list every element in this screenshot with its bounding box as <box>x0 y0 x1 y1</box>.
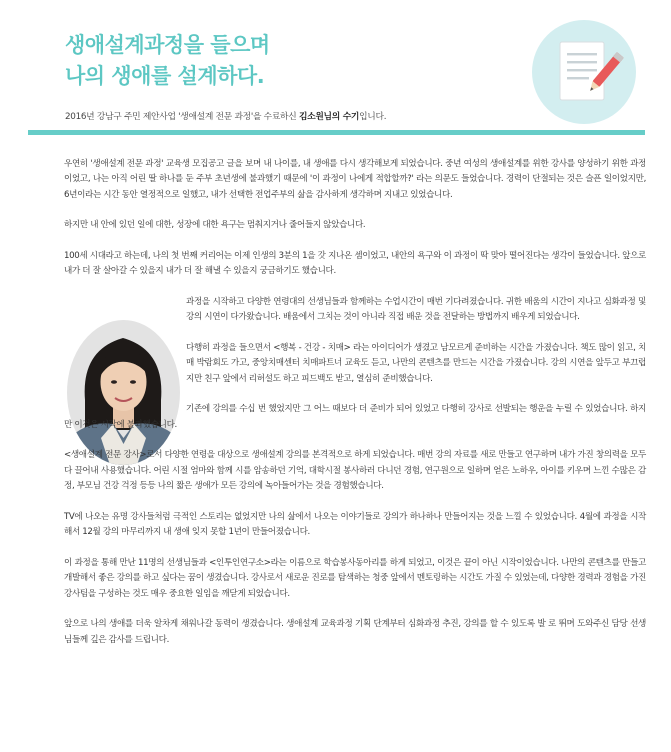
subtitle <box>65 109 386 122</box>
document-pencil-icon <box>532 20 636 124</box>
paragraph-8: TV에 나오는 유명 강사들처럼 극적인 스토리는 없었지만 나의 삶에서 나오는 이야기들로 강의가 하나하나 만들어지는 것을 느낄 수 있었습니다. 4월에 과정을 시작해서 12월 강의 마무리까지 내 생애 잊지 못할 1년이 만들어졌습니다. <box>64 511 646 538</box>
paragraph-9: 이 과정을 통해 만난 11명의 선생님들과 <인투인연구소>라는 이름으로 학습봉사동아리를 하게 되었고, 이것은 끝이 아닌 시작이었습니다. 나만의 콘텐츠를 만들고 개발해서 좋은 강의를 하고 싶다는 꿈이 생겼습니다. 강사로서 새로운 진로를 탐색하는 청중 앞에서 멘토링하는 시간도 가질 수 있었는데, 다양한 경력과 경험을 가진 강사팀을 구성하는 것도 매우 중요한 일임을 깨닫게 되었습니다. <box>64 557 646 599</box>
subtitle-suffix: 입니다. <box>359 112 387 122</box>
paragraph-3: 100세 시대라고 하는데, 나의 첫 번째 커리어는 이제 인생의 3분의 1을 갓 지나온 셈이었고, 내안의 욕구와 이 과정이 딱 맞아 떨어진다는 생각이 들었습니다. 앞으로 내가 더 잘 살아갈 수 있을지 내가 더 잘 해낼 수 있을지 궁금하기도 했습니다. <box>64 251 646 277</box>
subtitle-prefix: 2016년 강남구 주민 제안사업 '생애설계 전문 과정'을 수료하신 <box>65 112 299 122</box>
paragraph-6: 기존에 강의를 수십 번 했었지만 그 어느 때보다 더 준비가 되어 있었고 다행히 강사로 선발되는 행운을 누릴 수 있었습니다. 하지만 이것은 시작에 불과했습니다. <box>64 404 646 430</box>
paragraph-10: 앞으로 나의 생애를 더욱 알차게 채워나갈 동력이 생겼습니다. 생애설계 교육과정 기획 단계부터 심화과정 추진, 강의를 할 수 있도록 발 로 뛰며 도와주신 담당 선생님들께 깊은 감사를 드립니다. <box>64 619 646 645</box>
subtitle-author: 김소원님의 수기 <box>298 112 360 122</box>
title-line-2: 나의 생애를 설계하다. <box>65 64 265 88</box>
title-line-1: 생애설계과정을 들으며 <box>65 33 270 57</box>
paragraph-1: 우연히 '생애설계 전문 과정' 교육생 모집공고 글을 보며 내 나이를, 내 생애를 다시 생각해보게 되었습니다. 중년 여성의 생애설계를 위한 강사를 양성하기 위한 과정이었고, 나는 아직 어린 딸 하나를 둔 주부 초년생에 불과했기 때문에 '이 과정이 나에게 적합할까?' 라는 의문도 들었습니다. 경력이 단절되는 것은 슬픈 일이었지만, 6년이라는 시간 동안 열정적으로 일했고, 내가 선택한 전업주부의 삶을 감사하게 생각하며 지내고 있었습니다. <box>64 159 646 200</box>
paragraph-5: 다행히 과정을 들으면서 <행복 - 건강 - 치매> 라는 아이디어가 생겼고 남모르게 준비하는 시간을 가졌습니다. 책도 많이 읽고, 치매 박람회도 가고, 중앙치매센터 치매파트너 교육도 듣고, 나만의 콘텐츠를 만드는 시간을 가졌습니다. 강의 시연을 앞두고 부끄럽지만 친구 앞에서 리허설도 하고 피드백도 받고, 열심히 준비했습니다. <box>186 343 646 384</box>
paragraph-7: <생애설계 전문 강사>로서 다양한 연령을 대상으로 생애설계 강의를 본격적으로 하게 되었습니다. 매번 강의 자료를 새로 만들고 연구하며 내가 가진 창의력을 모두 다 끌어내 사용했습니다. 어린 시절 엄마와 함께 시를 암송하던 기억, 대학시절 봉사하러 다니던 경험, 연구원으로 일하며 얻은 노하우, 아이를 키우며 느낀 수많은 감정, 부모님 건강 걱정 등등 나의 짧은 생애가 모든 강의에 녹아들어가는 것을 경험했습니다. <box>64 450 646 492</box>
paragraph-4: 과정을 시작하고 다양한 연령대의 선생님들과 함께하는 수업시간이 매번 기다려졌습니다. 귀한 배움의 시간이 지나고 심화과정 및 강의 시연이 다가왔습니다. 배움에서 그치는 것이 아니라 직접 배운 것을 전달하는 방법까지 배우게 되었습니다. <box>186 297 646 323</box>
paragraph-2: 하지만 내 안에 있던 일에 대한, 성장에 대한 욕구는 멈춰지거나 줄어들지 않았습니다. <box>64 220 366 231</box>
article-body <box>64 157 646 663</box>
page-title <box>65 30 270 92</box>
divider <box>28 130 645 135</box>
